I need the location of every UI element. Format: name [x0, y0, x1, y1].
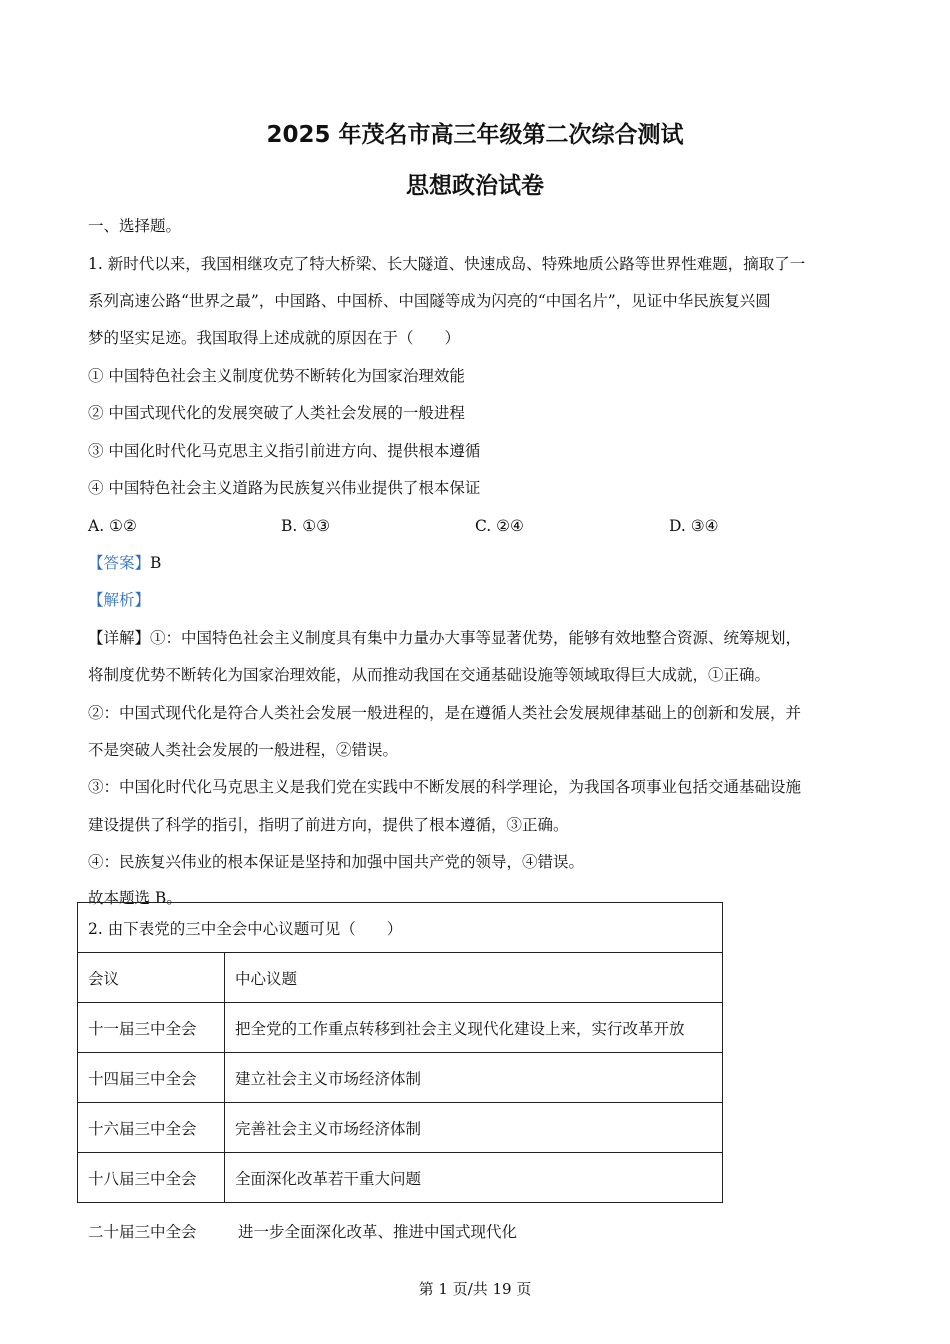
q1-statement: ② 中国式现代化的发展突破了人类社会发展的一般进程: [88, 404, 465, 422]
table-cell: 十六届三中全会: [78, 1103, 225, 1153]
table-cell: 完善社会主义市场经济体制: [225, 1103, 723, 1153]
meetings-table: [77, 902, 723, 1203]
q1-statement: ① 中国特色社会主义制度优势不断转化为国家治理效能: [88, 367, 465, 385]
table-cell: 把全党的工作重点转移到社会主义现代化建设上来，实行改革开放: [225, 1003, 723, 1053]
answer-tag: 【答案】: [88, 554, 151, 572]
q1-option-d: D. ③④: [669, 517, 719, 535]
section-heading: 一、选择题。: [88, 217, 182, 235]
q1-option-c: C. ②④: [475, 517, 524, 535]
q1-stem-line: 梦的坚实足迹。我国取得上述成就的原因在于（ ）: [88, 329, 461, 347]
table-overflow-meeting: 二十届三中全会: [88, 1223, 197, 1241]
table-cell: 十八届三中全会: [78, 1153, 225, 1203]
table-cell: 建立社会主义市场经济体制: [225, 1053, 723, 1103]
table-row: [78, 1103, 723, 1153]
table-cell: 全面深化改革若干重大问题: [225, 1153, 723, 1203]
table-header-cell: 中心议题: [225, 953, 723, 1003]
analysis-line: 将制度优势不断转化为国家治理效能，从而推动我国在交通基础设施等领域取得巨大成就，①正确。: [88, 666, 771, 684]
analysis-line: 【详解】①：中国特色社会主义制度具有集中力量办大事等显著优势，能够有效地整合资源、统筹规划，: [88, 629, 802, 647]
analysis-line: ②：中国式现代化是符合人类社会发展一般进程的，是在遵循人类社会发展规律基础上的创新和发展，并: [88, 704, 802, 722]
table-row: [78, 1053, 723, 1103]
q1-option-a: A. ①②: [88, 517, 137, 535]
analysis-line: ③：中国化时代化马克思主义是我们党在实践中不断发展的科学理论，为我国各项事业包括交通基础设施: [88, 778, 802, 796]
q1-statement: ④ 中国特色社会主义道路为民族复兴伟业提供了根本保证: [88, 479, 481, 497]
q1-stem-line: 1. 新时代以来，我国相继攻克了特大桥梁、长大隧道、快速成岛、特殊地质公路等世界性难题，摘取了一: [88, 255, 806, 273]
q1-stem-line: 系列高速公路“世界之最”，中国路、中国桥、中国隧等成为闪亮的“中国名片”，见证中华民族复兴圆: [88, 292, 771, 310]
analysis-line: 故本题选 B。: [88, 889, 182, 907]
q1-statement: ③ 中国化时代化马克思主义指引前进方向、提供根本遵循: [88, 442, 481, 460]
q1-option-b: B. ①③: [281, 517, 331, 535]
table-header-row: [78, 953, 723, 1003]
analysis-line: 不是突破人类社会发展的一般进程，②错误。: [88, 741, 399, 759]
table-cell: 十一届三中全会: [78, 1003, 225, 1053]
analysis-line: 建设提供了科学的指引，指明了前进方向，提供了根本遵循，③正确。: [88, 816, 569, 834]
analysis-tag: 【解析】: [88, 591, 151, 609]
table-cell: 十四届三中全会: [78, 1053, 225, 1103]
analysis-line: ④：民族复兴伟业的根本保证是坚持和加强中国共产党的领导，④错误。: [88, 853, 585, 871]
document-subtitle: 思想政治试卷: [406, 173, 544, 199]
table-overflow-topic: 进一步全面深化改革、推进中国式现代化: [238, 1223, 518, 1241]
q1-answer: [88, 553, 161, 573]
q2-stem: 2. 由下表党的三中全会中心议题可见（ ）: [78, 903, 723, 953]
document-title: 2025 年茂名市高三年级第二次综合测试: [266, 122, 684, 148]
table-row: [78, 1003, 723, 1053]
page-footer: 第 1 页/共 19 页: [418, 1280, 532, 1298]
answer-value: B: [150, 554, 162, 572]
table-header-cell: 会议: [78, 953, 225, 1003]
table-row: [78, 1153, 723, 1203]
